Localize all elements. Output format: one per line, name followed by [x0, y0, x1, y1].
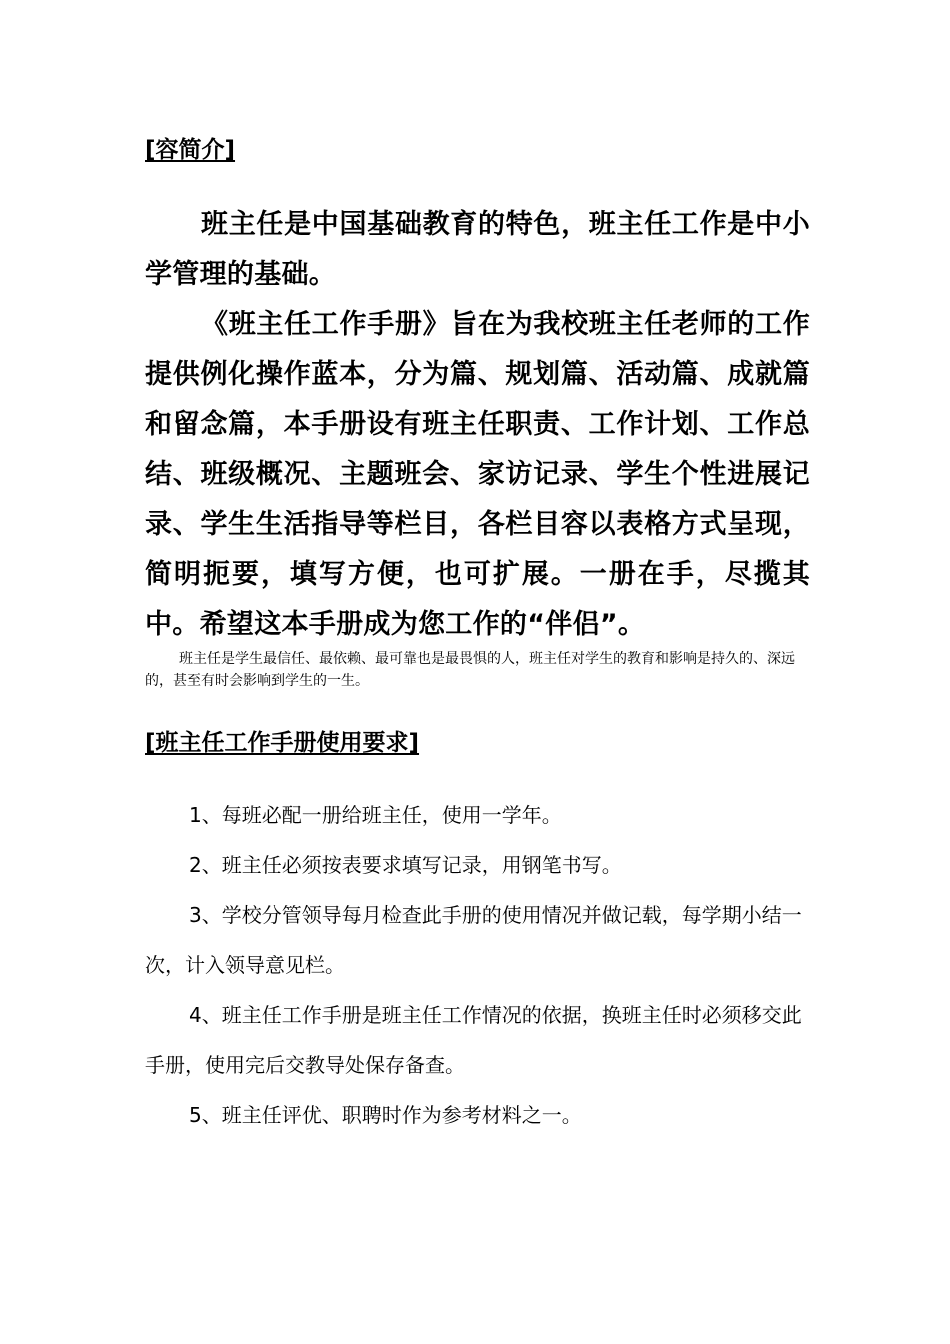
intro-paragraph: 《班主任工作手册》旨在为我校班主任老师的工作提供例化操作蓝本，分为篇、规划篇、活动篇、成就篇和留念篇，本手册设有班主任职责、工作计划、工作总结、班级概况、主题班会、家访记录、学生个性进展记录、学生生活指导等栏目，各栏目容以表格方式呈现，简明扼要，填写方便，也可扩展。一册在手，尽揽其中。希望这本手册成为您工作的“伴侣”。 [145, 309, 810, 640]
requirement-item: 4、班主任工作手册是班主任工作情况的依据，换班主任时必须移交此手册，使用完后交教导处保存备查。 [145, 1003, 802, 1077]
requirements-list [145, 790, 810, 1140]
intro-paragraph: 班主任是中国基础教育的特色，班主任工作是中小学管理的基础。 [145, 209, 810, 290]
requirement-item: 1、每班必配一册给班主任，使用一学年。 [189, 803, 562, 827]
requirement-item: 5、班主任评优、职聘时作为参考材料之一。 [189, 1103, 582, 1127]
intro-body [145, 200, 810, 650]
requirements-heading: [班主任工作手册使用要求] [145, 730, 420, 756]
intro-note: 班主任是学生最信任、最依赖、最可靠也是最畏惧的人，班主任对学生的教育和影响是持久的、深远的，甚至有时会影响到学生的一生。 [145, 651, 795, 689]
requirement-item: 2、班主任必须按表要求填写记录，用钢笔书写。 [189, 853, 622, 877]
intro-heading: [容简介] [145, 137, 236, 163]
requirement-item: 3、学校分管领导每月检查此手册的使用情况并做记载，每学期小结一次，计入领导意见栏。 [145, 903, 802, 977]
